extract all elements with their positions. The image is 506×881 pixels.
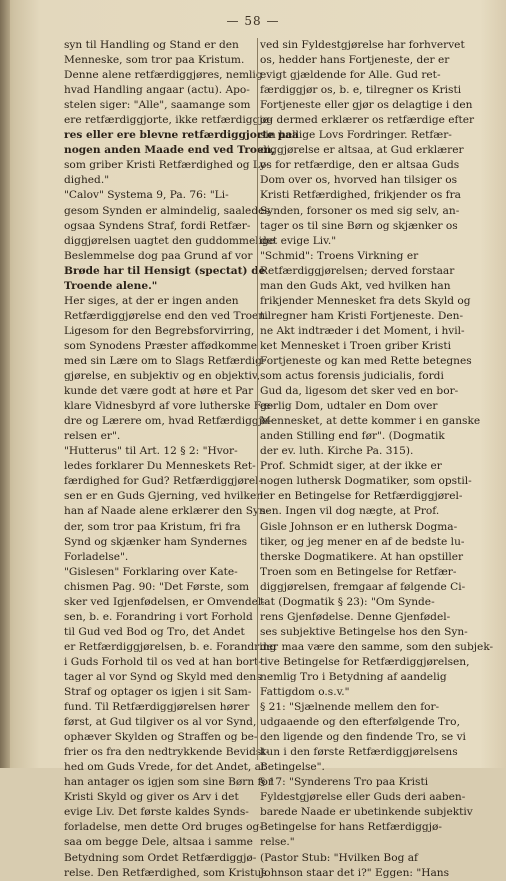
text-line: som actus forensis judicialis, fordi: [260, 370, 444, 383]
text-line: Synd og skjænker ham Syndernes: [64, 535, 248, 548]
text-line: "Hutterus" til Art. 12 § 2: "Hvor-: [64, 445, 238, 458]
text-line: saa om begge Dele, altsaa i samme: [64, 836, 253, 849]
text-line: Mennesket, at dette kommer i en ganske: [260, 415, 481, 428]
text-line: therske Dogmatikere. At han opstiller: [260, 550, 464, 563]
text-line: sen. Ingen vil dog nægte, at Prof.: [260, 505, 440, 518]
text-line: tager al vor Synd og Skyld med dens: [64, 670, 262, 683]
text-line: der, som tror paa Kristum, fri fra: [64, 520, 241, 533]
text-line: evige Liv. Det første kaldes Synds-: [64, 806, 249, 819]
text-line: Johnson staar det i?" Eggen: "Hans: [260, 866, 450, 879]
text-line: § 21: "Sjælnende mellem den for-: [260, 701, 440, 714]
text-line: ogsaa Syndens Straf, fordi Retfær-: [64, 219, 251, 232]
text-line: er Retfærdiggjørelsen, b. e. Forandring: [64, 640, 277, 653]
text-line: ere retfærdiggjorte, ikke retfærdiggjø-: [64, 114, 273, 127]
text-line: sen er en Guds Gjerning, ved hvilken: [64, 490, 264, 503]
text-line: diggjørelsen, fremgaar af følgende Ci-: [260, 580, 466, 593]
text-line: Prof. Schmidt siger, at der ikke er: [260, 460, 442, 473]
text-line: § 17: "Synderens Tro paa Kristi: [260, 776, 429, 789]
text-line: klare Vidnesbyrd af vore lutherske Fæ-: [64, 400, 274, 413]
text-line: tat (Dogmatik § 23): "Om Synde-: [260, 595, 435, 608]
text-line: tiker, og jeg mener en af de bedste lu-: [260, 535, 465, 548]
text-line: hvad Handling angaar (actu). Apo-: [64, 84, 250, 97]
text-line: os for retfærdige, den er altsaa Guds: [260, 159, 460, 172]
text-line: det evige Liv.": [260, 234, 337, 247]
text-line: stelen siger: "Alle", saamange som: [64, 99, 251, 112]
text-line: "Gislesen" Forklaring over Kate-: [64, 565, 238, 578]
text-line: relse. Den Retfærdighed, som Kristus: [64, 866, 267, 879]
text-line: Menneske, som tror paa Kristum.: [64, 54, 245, 67]
text-line: "Calov" Systema 9, Pa. 76: "Li-: [64, 189, 229, 202]
text-line: anden Stilling end før". (Dogmatik: [260, 430, 445, 443]
text-line: Beslemmelse dog paa Grund af vor: [64, 249, 253, 262]
text-line: kunde det være godt at høre et Par: [64, 385, 254, 398]
text-line: dre og Lærere om, hvad Retfærdiggjø-: [64, 415, 272, 428]
text-line: Fyldestgjørelse eller Guds deri aaben-: [260, 791, 466, 804]
text-line: Betydning som Ordet Retfærdiggjø-: [64, 851, 257, 864]
text-line: hed om Guds Vrede, for det Andet, at: [64, 761, 266, 774]
text-line: Gisle Johnson er en luthersk Dogma-: [260, 520, 458, 533]
text-line: han af Naade alene erklærer den Syn-: [64, 505, 270, 518]
text-line: færdiggjør os, b. e, tilregner os Kristi: [260, 84, 462, 97]
text-line: "Schmid": Troens Virkning er: [260, 249, 419, 262]
text-line: dighed.": [64, 174, 110, 187]
text-line: Ligesom for den Begrebsforvirring,: [64, 324, 255, 337]
text-line: barede Naade er ubetinkende subjektiv: [260, 806, 473, 819]
text-line: nogen anden Maade end ved Troen,: [64, 144, 276, 157]
text-line: nemlig Tro i Betydning af aandelig: [260, 670, 447, 683]
text-line: færdighed for Gud? Retfærdiggjørel-: [64, 475, 263, 488]
text-line: fund. Til Retfærdiggjørelsen hører: [64, 701, 250, 714]
text-line: Fattigdom o.s.v.": [260, 686, 350, 699]
text-line: Betingelse for hans Retfærdiggjø-: [260, 821, 442, 834]
text-line: frikjender Mennesket fra dets Skyld og: [260, 294, 471, 307]
text-line: ledes forklarer Du Menneskets Ret-: [64, 460, 256, 473]
text-line: os, hedder hans Fortjeneste, der er: [260, 54, 450, 67]
text-line: evigt gjældende for Alle. Gud ret-: [260, 69, 441, 82]
text-line: kun i den første Retfærdiggjørelsens: [260, 746, 458, 759]
text-line: Straf og optager os igjen i sit Sam-: [64, 686, 252, 699]
text-line: Troen som en Betingelse for Retfær-: [260, 565, 457, 578]
text-line: ler en Betingelse for Retfærdiggjørel-: [260, 490, 463, 503]
text-line: res eller ere blevne retfærdiggjorte paa: [64, 129, 299, 142]
column-divider: [257, 38, 258, 760]
text-line: ne Akt indtræder i det Moment, i hvil-: [260, 324, 465, 337]
text-line: den ligende og den findende Tro, se vi: [260, 731, 466, 744]
text-line: der maa være den samme, som den subjek-: [260, 640, 494, 653]
text-line: som griber Kristi Retfærdighed og Ly-: [64, 159, 270, 172]
text-line: Denne alene retfærdiggjøres, nemlig: [64, 69, 263, 82]
text-line: ophæver Skylden og Straffen og be-: [64, 731, 258, 744]
text-line: med sin Lære om to Slags Retfærdig-: [64, 354, 266, 367]
text-line: Dom over os, hvorved han tilsiger os: [260, 174, 458, 187]
text-line: Gud da, ligesom det sker ved en bor-: [260, 385, 459, 398]
text-line: han antager os igjen som sine Børn for: [64, 776, 273, 789]
text-line: gesom Synden er almindelig, saaledes: [64, 204, 270, 217]
text-line: forladelse, men dette Ord bruges og-: [64, 821, 263, 834]
text-line: diggjørelse er altsaa, at Gud erklærer: [260, 144, 464, 157]
text-line: udgaaende og den efterfølgende Tro,: [260, 716, 460, 729]
page-number: — 58 —: [226, 14, 280, 28]
text-line: tager os til sine Børn og skjænker os: [260, 219, 458, 232]
text-line: frier os fra den nedtrykkende Bevidst-: [64, 746, 270, 759]
text-line: ket Mennesket i Troen griber Kristi: [260, 339, 451, 352]
text-line: (Pastor Stub: "Hvilken Bog af: [260, 851, 418, 864]
text-line: gjørelse, en subjektiv og en objektiv,: [64, 370, 260, 383]
text-line: Synden, forsoner os med sig selv, an-: [260, 204, 460, 217]
right-column: [260, 38, 494, 879]
text-line: til Gud ved Bod og Tro, det Andet: [64, 625, 245, 638]
text-line: Betingelse".: [260, 761, 325, 774]
text-line: man den Guds Akt, ved hvilken han: [260, 279, 451, 292]
text-line: der ev. luth. Kirche Pa. 315).: [260, 445, 414, 458]
text-line: tilregner ham Kristi Fortjeneste. Den-: [260, 309, 464, 322]
text-line: relse.": [260, 836, 295, 849]
text-line: tive Betingelse for Retfærdiggjørelsen,: [260, 655, 470, 668]
text-line: gerlig Dom, udtaler en Dom over: [260, 400, 438, 413]
text-line: Forladelse".: [64, 550, 129, 563]
text-line: i Guds Forhold til os ved at han bort-: [64, 655, 262, 668]
text-line: sker ved Igjenfødelsen, er Omvendel-: [64, 595, 265, 608]
text-line: rens Gjenfødelse. Denne Gjenfødel-: [260, 610, 451, 623]
text-line: Brøde har til Hensigt (spectat) de: [64, 264, 266, 277]
text-line: Her siges, at der er ingen anden: [64, 294, 239, 307]
text-line: Kristi Retfærdighed, frikjender os fra: [260, 189, 461, 202]
text-line: nogen luthersk Dogmatiker, som opstil-: [260, 475, 472, 488]
text-line: Kristi Skyld og giver os Arv i det: [64, 791, 239, 804]
text-line: syn til Handling og Stand er den: [64, 39, 239, 51]
text-line: ses subjektive Betingelse hos den Syn-: [260, 625, 468, 638]
text-line: Fortjeneste og kan med Rette betegnes: [260, 354, 472, 367]
text-line: relsen er".: [64, 430, 121, 443]
text-line: som Synodens Præster affødkomme: [64, 339, 258, 352]
text-line: sin hellige Lovs Fordringer. Retfær-: [260, 129, 452, 142]
text-line: Retfærdiggjørelsen; derved forstaar: [260, 264, 455, 277]
text-line: og dermed erklærer os retfærdige efter: [260, 114, 475, 127]
text-line: Troende alene.": [64, 279, 158, 292]
text-line: først, at Gud tilgiver os al vor Synd,: [64, 716, 257, 729]
text-line: diggjørelsen uagtet den guddommelige: [64, 234, 276, 247]
text-line: Retfærdiggjørelse end den ved Troen.: [64, 309, 269, 322]
text-line: Fortjeneste eller gjør os delagtige i den: [260, 99, 473, 112]
text-line: sen, b. e. Forandring i vort Forhold: [64, 610, 253, 623]
text-line: chismen Pag. 90: "Det Første, som: [64, 580, 250, 593]
page-gutter: [0, 0, 10, 768]
text-line: ved sin Fyldestgjørelse har forhvervet: [260, 39, 465, 51]
